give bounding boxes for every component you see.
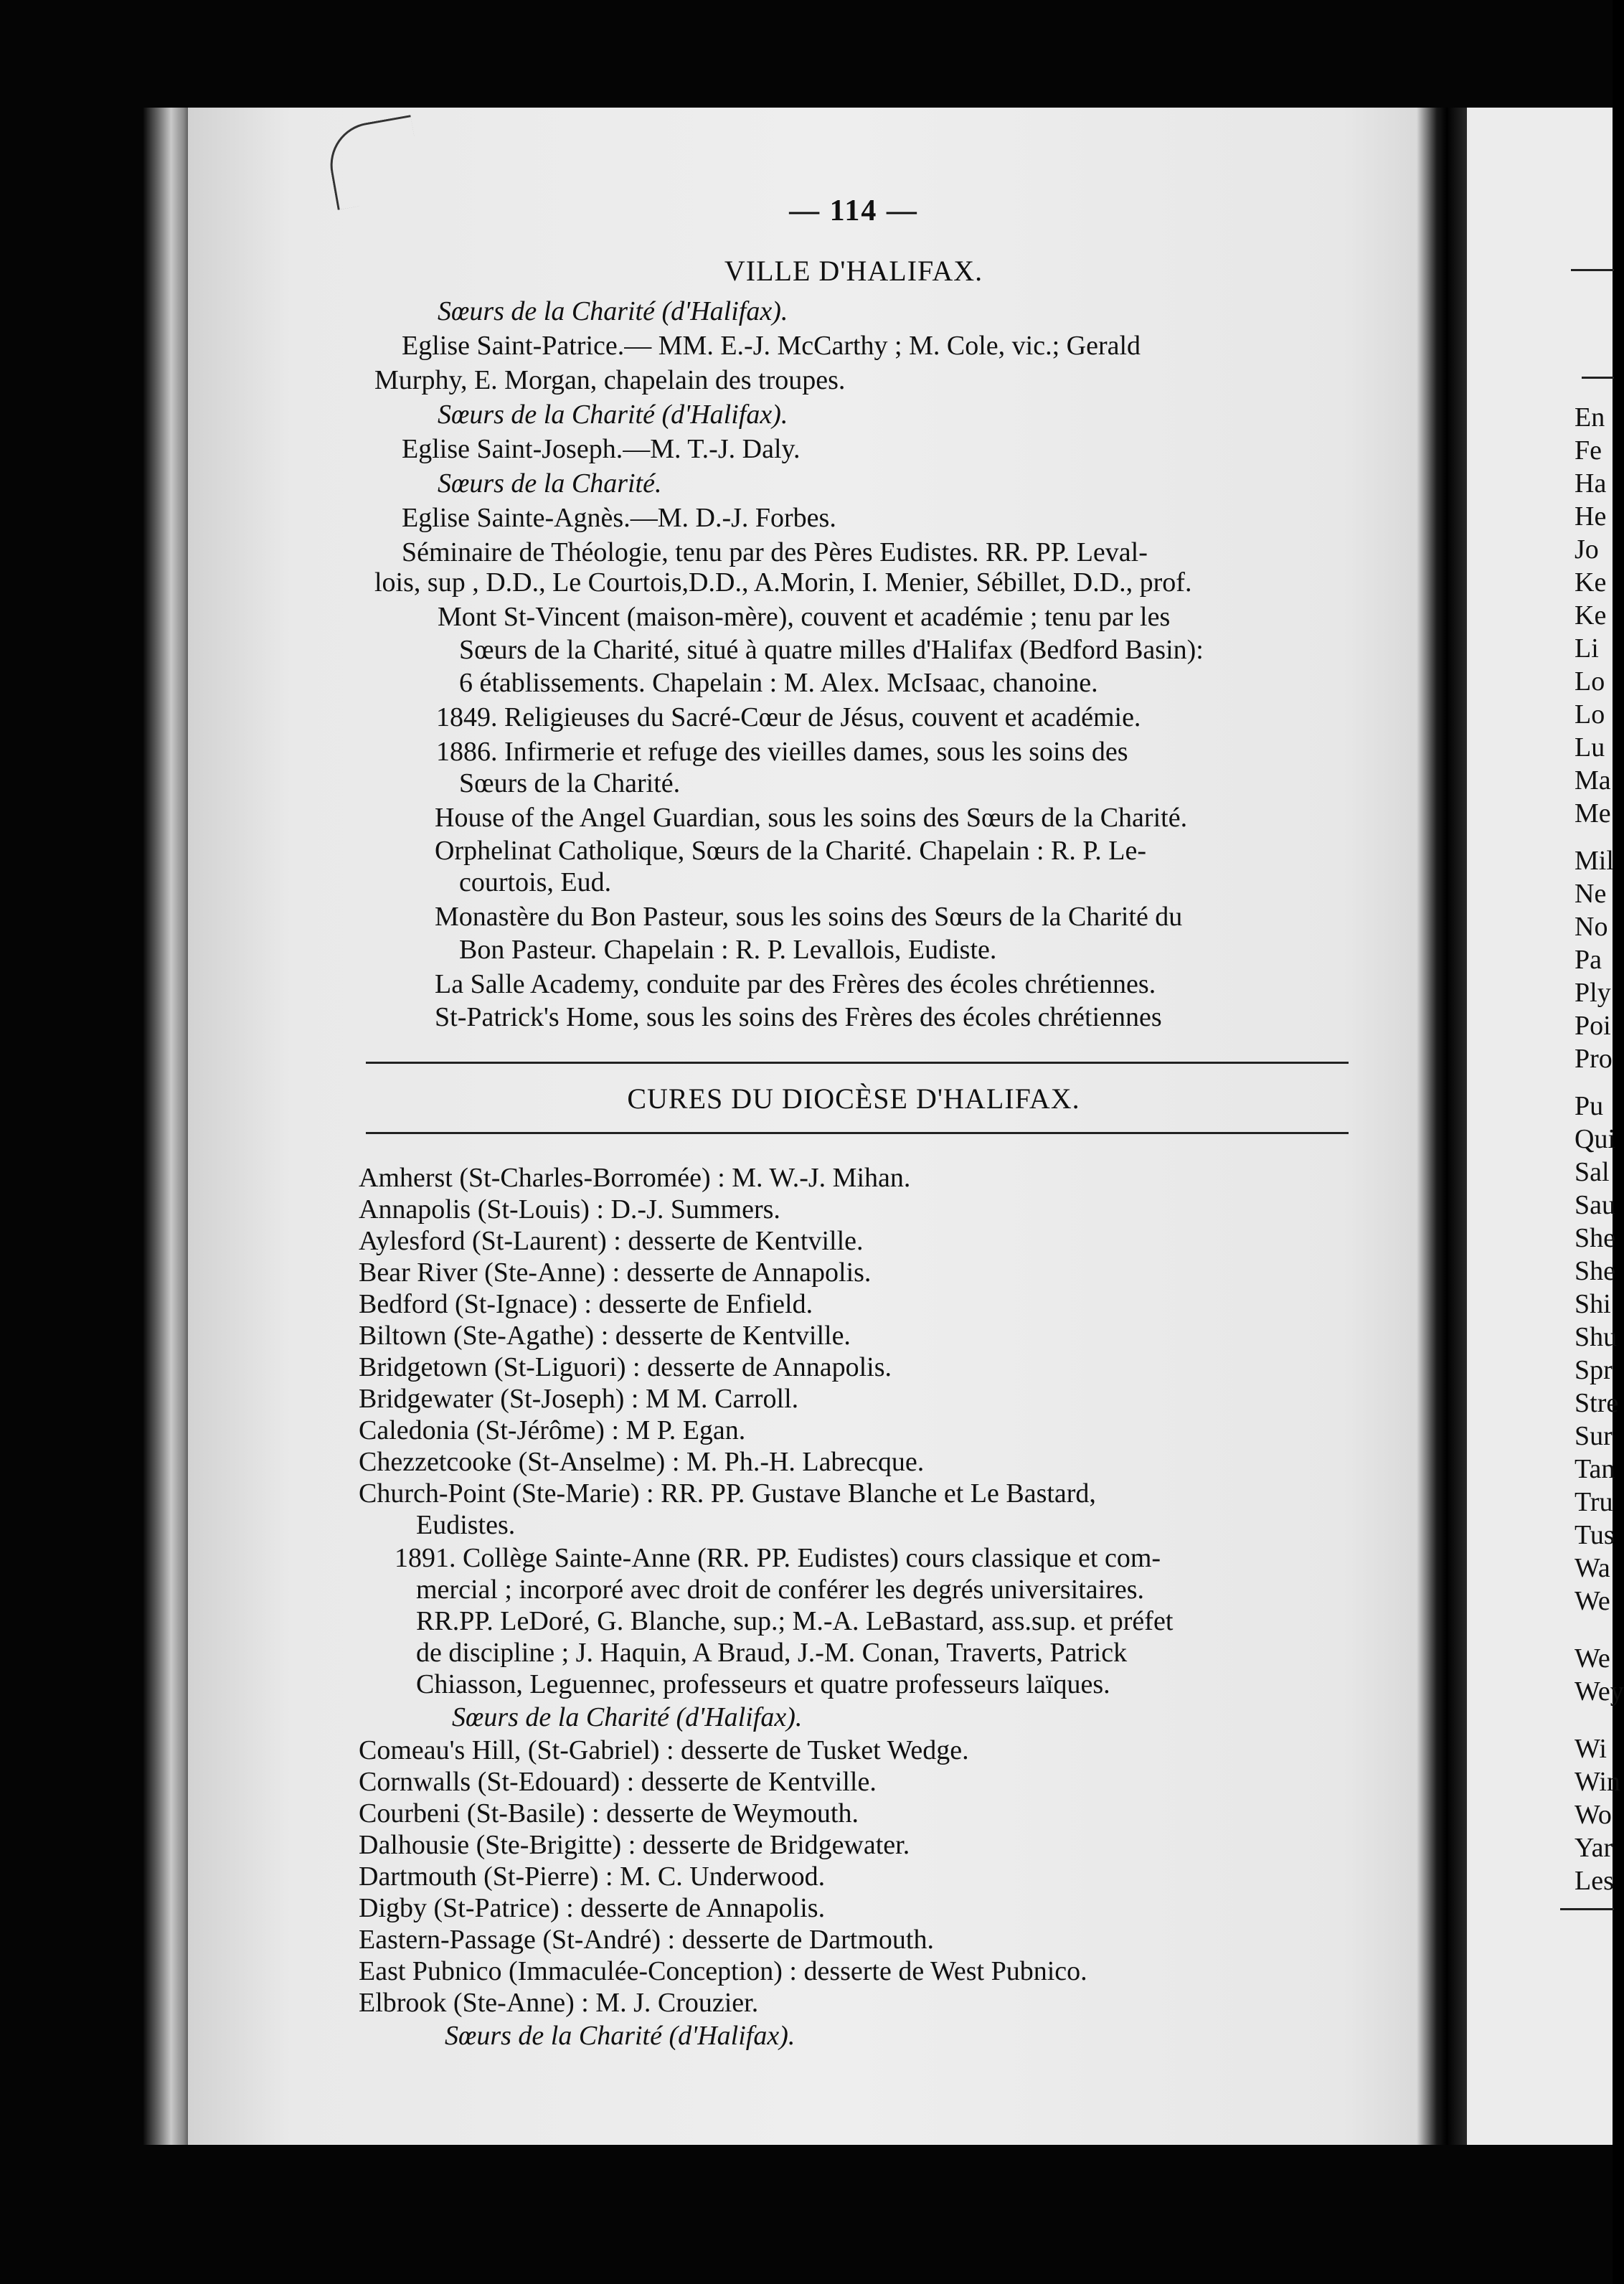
text-line: Comeau's Hill, (St-Gabriel) : desserte de Tusket Wedge. <box>359 1735 969 1765</box>
text-line: Sœurs de la Charité (d'Halifax). <box>452 1702 803 1732</box>
text-line: 1849. Religieuses du Sacré-Cœur de Jésus, couvent et académie. <box>436 702 1141 732</box>
right-page-rule <box>1582 377 1614 379</box>
text-line: RR.PP. LeDoré, G. Blanche, sup.; M.-A. LeBastard, ass.sup. et préfet <box>416 1606 1174 1636</box>
edge-line: Lo <box>1575 666 1605 697</box>
book-binding <box>143 108 194 2145</box>
text-line: Chezzetcooke (St-Anselme) : M. Ph.-H. Labrecque. <box>359 1447 925 1477</box>
edge-line: Sur <box>1575 1421 1613 1451</box>
text-line: Amherst (St-Charles-Borromée) : M. W.-J. Mihan. <box>359 1163 911 1193</box>
edge-line: Wo <box>1575 1800 1612 1830</box>
text-line: Sœurs de la Charité. <box>438 468 662 499</box>
edge-line: Me <box>1575 798 1611 829</box>
edge-line: Ne <box>1575 879 1607 909</box>
edge-line: She <box>1575 1223 1615 1253</box>
right-page-rule <box>1571 269 1614 271</box>
edge-line: Li <box>1575 633 1599 664</box>
edge-line: Spr <box>1575 1355 1613 1385</box>
text-line: Bridgewater (St-Joseph) : M M. Carroll. <box>359 1384 799 1414</box>
edge-line: Wey <box>1575 1676 1624 1707</box>
text-line: Murphy, E. Morgan, chapelain des troupes. <box>374 365 846 395</box>
text-line: Dalhousie (Ste-Brigitte) : desserte de Bridgewater. <box>359 1830 910 1860</box>
text-line: Church-Point (Ste-Marie) : RR. PP. Gustave Blanche et Le Bastard, <box>359 1478 1096 1509</box>
edge-line: Jo <box>1575 534 1599 565</box>
edge-line: Pu <box>1575 1091 1604 1121</box>
divider-rule <box>366 1062 1349 1064</box>
cures-heading: CURES DU DIOCÈSE D'HALIFAX. <box>627 1082 1080 1115</box>
edge-line: We <box>1575 1586 1610 1616</box>
edge-line: Ma <box>1575 765 1611 796</box>
edge-line: Fe <box>1575 435 1602 466</box>
text-line: Sœurs de la Charité (d'Halifax). <box>438 400 788 430</box>
text-line: Mont St-Vincent (maison-mère), couvent et académie ; tenu par les <box>438 602 1171 632</box>
page-number: — 114 — <box>789 194 918 227</box>
right-page-text <box>1575 402 1624 1980</box>
text-line: Eglise Saint-Joseph.—M. T.-J. Daly. <box>402 434 801 464</box>
text-line: Sœurs de la Charité, situé à quatre milles d'Halifax (Bedford Basin): <box>459 635 1204 665</box>
edge-line: Yar <box>1575 1833 1613 1863</box>
edge-line: No <box>1575 912 1608 942</box>
edge-line: Sau <box>1575 1190 1615 1220</box>
text-line: Eudistes. <box>416 1510 516 1540</box>
edge-line: Ke <box>1575 600 1607 631</box>
edge-line: He <box>1575 501 1607 532</box>
text-line: La Salle Academy, conduite par des Frères des écoles chrétiennes. <box>435 969 1156 999</box>
edge-line: Mil <box>1575 846 1614 876</box>
edge-line: Wi <box>1575 1734 1607 1764</box>
edge-line: Shi <box>1575 1289 1611 1319</box>
text-line: East Pubnico (Immaculée-Conception) : desserte de West Pubnico. <box>359 1956 1087 1986</box>
text-line: House of the Angel Guardian, sous les soins des Sœurs de la Charité. <box>435 803 1188 833</box>
text-line: Aylesford (St-Laurent) : desserte de Kentville. <box>359 1226 864 1256</box>
text-line: Eglise Saint-Patrice.— MM. E.-J. McCarthy ; M. Cole, vic.; Gerald <box>402 331 1141 361</box>
text-line: courtois, Eud. <box>459 867 612 897</box>
text-line: Dartmouth (St-Pierre) : M. C. Underwood. <box>359 1861 826 1892</box>
text-line: Biltown (Ste-Agathe) : desserte de Kentville. <box>359 1321 851 1351</box>
text-line: Bridgetown (St-Liguori) : desserte de Annapolis. <box>359 1352 892 1382</box>
edge-line: Ply <box>1575 978 1611 1008</box>
text-line: Caledonia (St-Jérôme) : M P. Egan. <box>359 1415 746 1445</box>
edge-line: Lu <box>1575 732 1605 763</box>
text-line: Orphelinat Catholique, Sœurs de la Charité. Chapelain : R. P. Le- <box>435 836 1147 866</box>
edge-line: Stre <box>1575 1388 1619 1418</box>
edge-line: She <box>1575 1256 1615 1286</box>
text-line: 1891. Collège Sainte-Anne (RR. PP. Eudistes) cours classique et com- <box>395 1543 1161 1573</box>
edge-line: Les <box>1575 1866 1614 1896</box>
edge-line: Win <box>1575 1767 1620 1797</box>
text-line: lois, sup , D.D., Le Courtois,D.D., A.Morin, I. Menier, Sébillet, D.D., prof. <box>374 567 1192 598</box>
edge-line: Tus <box>1575 1520 1615 1550</box>
text-line: Digby (St-Patrice) : desserte de Annapolis. <box>359 1893 826 1923</box>
text-line: Courbeni (St-Basile) : desserte de Weymouth. <box>359 1798 859 1828</box>
text-line: Séminaire de Théologie, tenu par des Pères Eudistes. RR. PP. Leval- <box>402 537 1148 567</box>
section-title: VILLE D'HALIFAX. <box>724 255 983 287</box>
edge-line: Tru <box>1575 1487 1613 1517</box>
text-line: St-Patrick's Home, sous les soins des Frères des écoles chrétiennes <box>435 1002 1162 1032</box>
edge-line: En <box>1575 402 1605 433</box>
text-line: Eastern-Passage (St-André) : desserte de Dartmouth. <box>359 1925 934 1955</box>
edge-line: Ha <box>1575 468 1607 499</box>
text-line: Bedford (St-Ignace) : desserte de Enfield. <box>359 1289 813 1319</box>
text-line: Sœurs de la Charité (d'Halifax). <box>438 296 788 326</box>
edge-line: Wa <box>1575 1553 1610 1583</box>
edge-line: Pa <box>1575 945 1602 975</box>
text-line: Cornwalls (St-Edouard) : desserte de Kentville. <box>359 1767 877 1797</box>
edge-line: Qui <box>1575 1124 1615 1154</box>
text-line: Annapolis (St-Louis) : D.-J. Summers. <box>359 1194 780 1224</box>
text-line: mercial ; incorporé avec droit de conférer les degrés universitaires. <box>416 1575 1144 1605</box>
text-line: 1886. Infirmerie et refuge des vieilles dames, sous les soins des <box>436 737 1128 767</box>
text-line: Eglise Sainte-Agnès.—M. D.-J. Forbes. <box>402 503 836 533</box>
edge-line: Lo <box>1575 699 1605 730</box>
edge-line: Tan <box>1575 1454 1615 1484</box>
text-line: Sœurs de la Charité (d'Halifax). <box>445 2021 796 2051</box>
edge-line: Shu <box>1575 1322 1618 1352</box>
right-page-rule <box>1560 1908 1614 1910</box>
text-line: Monastère du Bon Pasteur, sous les soins des Sœurs de la Charité du <box>435 902 1183 932</box>
text-line: Chiasson, Leguennec, professeurs et quatre professeurs laïques. <box>416 1669 1110 1699</box>
text-line: Bear River (Ste-Anne) : desserte de Annapolis. <box>359 1257 872 1288</box>
edge-line: Sal <box>1575 1157 1610 1187</box>
text-line: de discipline ; J. Haquin, A Braud, J.-M. Conan, Traverts, Patrick <box>416 1638 1128 1668</box>
text-line: Bon Pasteur. Chapelain : R. P. Levallois, Eudiste. <box>459 935 997 965</box>
text-line: Sœurs de la Charité. <box>459 768 681 798</box>
text-line: 6 établissements. Chapelain : M. Alex. McIsaac, chanoine. <box>459 668 1098 698</box>
edge-line: Pro <box>1575 1044 1613 1074</box>
edge-line: Ke <box>1575 567 1607 598</box>
divider-rule <box>366 1132 1349 1134</box>
edge-line: We <box>1575 1643 1610 1674</box>
edge-line: Poi <box>1575 1011 1611 1041</box>
text-line: Elbrook (Ste-Anne) : M. J. Crouzier. <box>359 1988 759 2018</box>
page-gutter <box>1417 108 1467 2145</box>
